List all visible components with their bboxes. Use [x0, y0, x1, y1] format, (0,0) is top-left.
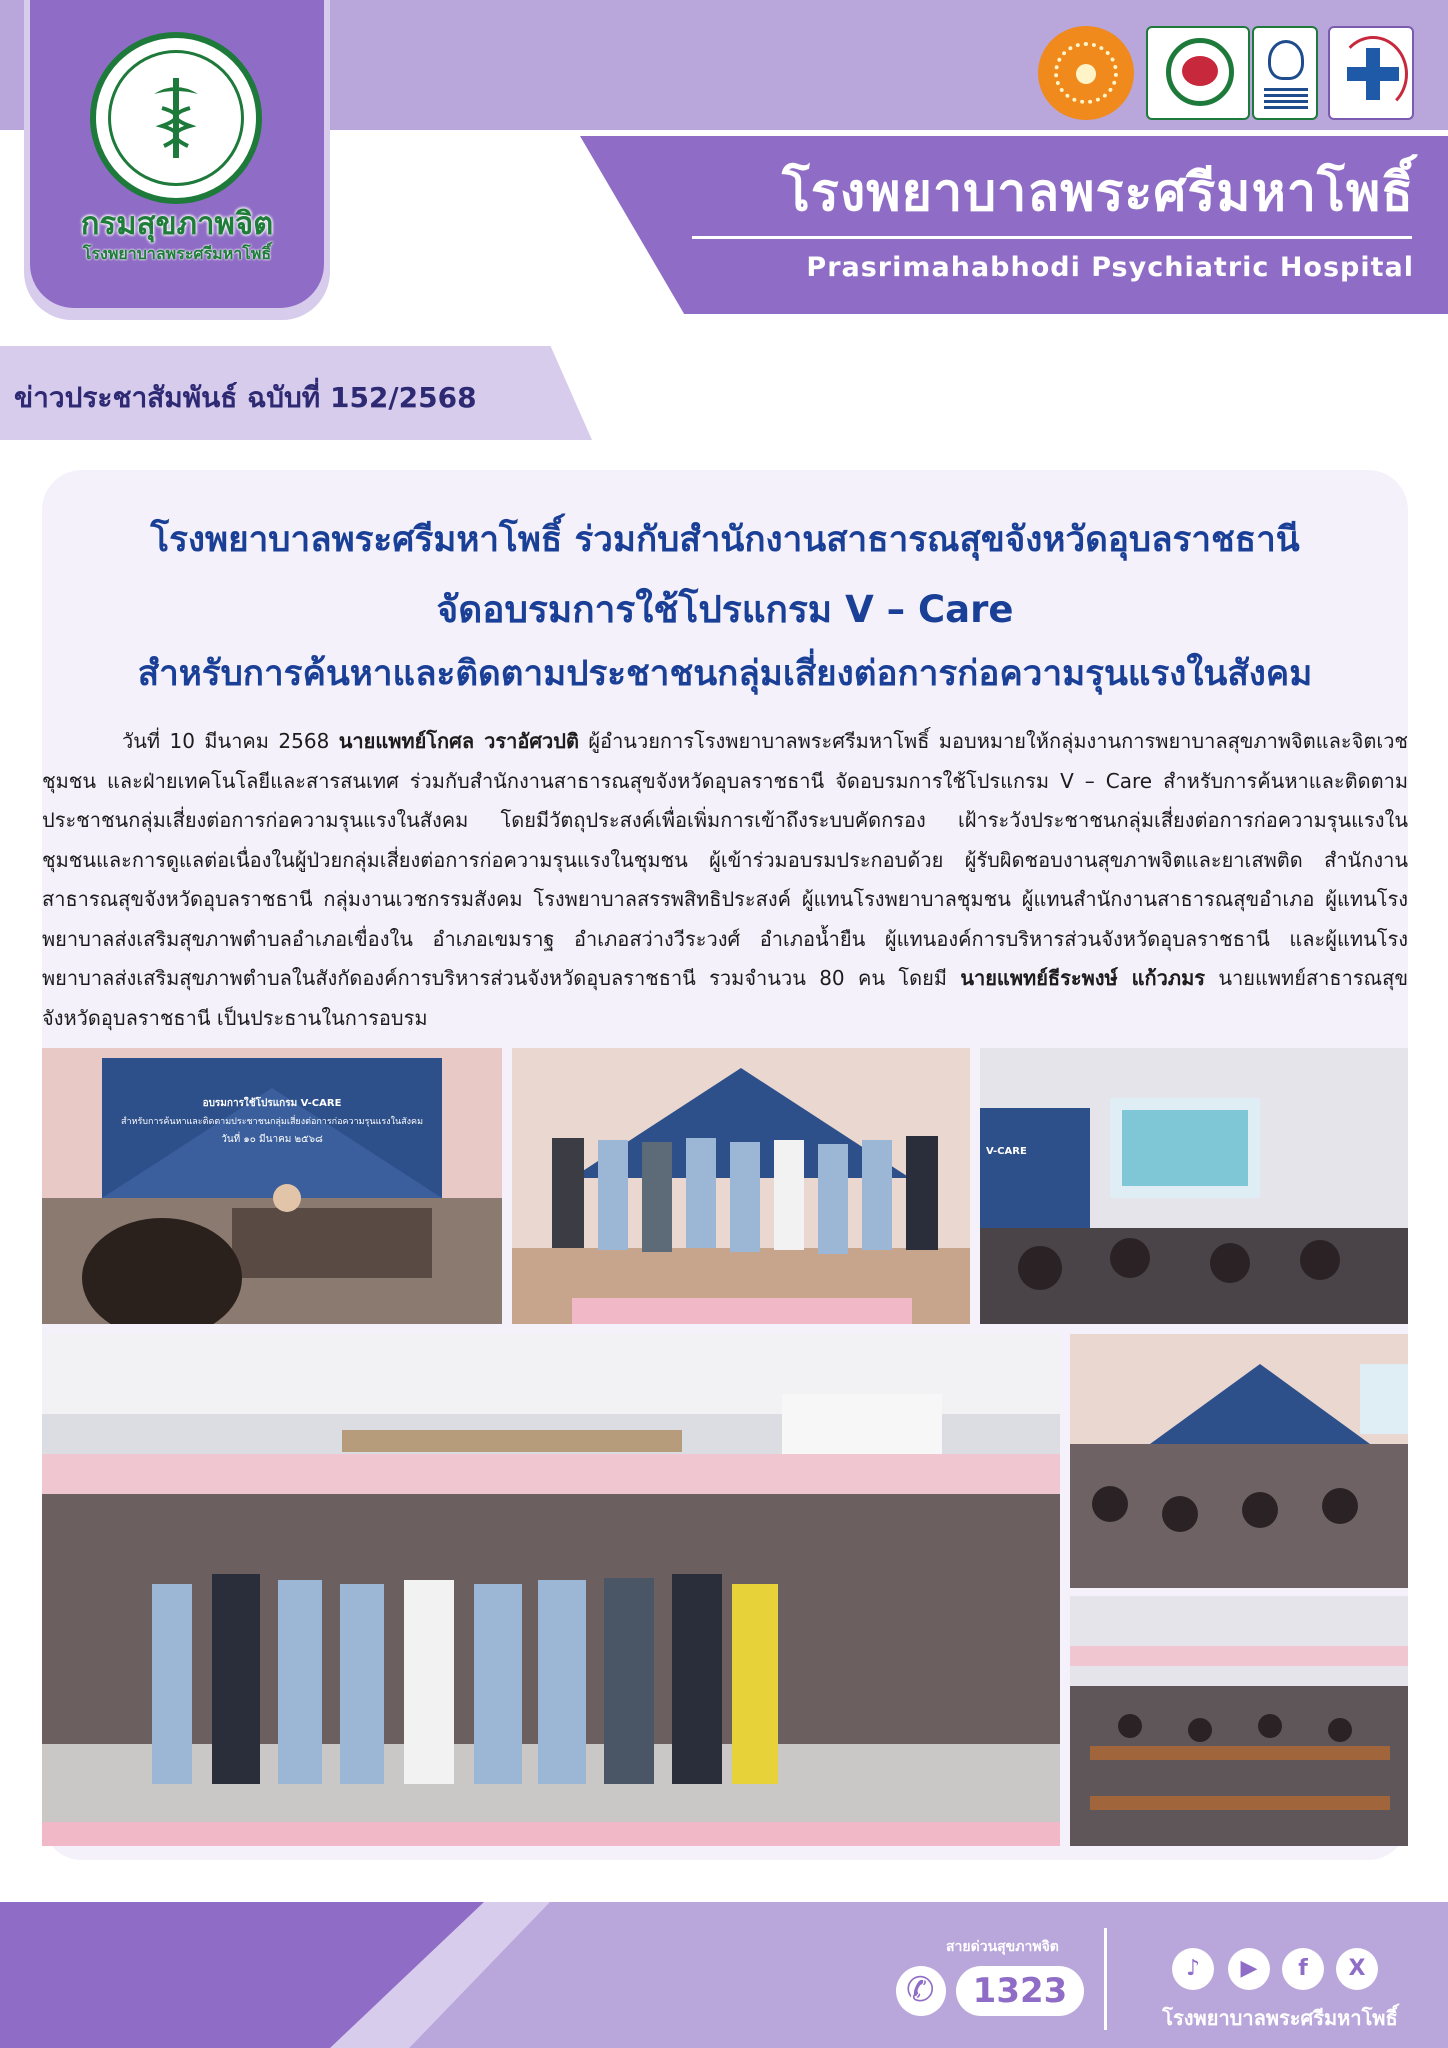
title-divider: [692, 236, 1412, 239]
caduceus-icon: [148, 74, 204, 162]
body-main: ผู้อำนวยการโรงพยาบาลพระศรีมหาโพธิ์ มอบหมายให้กลุ่มงานการพยาบาลสุขภาพจิตและจิตเวชชุมชน และฝ่ายเทคโนโลยีและสารสนเทศ ร่วมกับสำนักงานสาธารณสุขจังหวัดอุบลราชธานี จัดอบรมการใช้โปรแกรม V – Care สำหรับการค้นหาและติดตามประชาชนกลุ่มเสี่ยงต่อการก่อความรุนแรงในสังคม โดยมีวัตถุประสงค์เพื่อเพิ่มการเข้าถึงระบบคัดกรอง เฝ้าระวังประชาชนกลุ่มเสี่ยงต่อการก่อความรุนแรงในชุมชนและการดูแลต่อเนื่องในผู้ป่วยกลุ่มเสี่ยงต่อการก่อความรุนแรงในชุมชน ผู้เข้าร่วมอบรมประกอบด้วย ผู้รับผิดชอบงานสุขภาพจิตและยาเสพติด สำนักงานสาธารณสุขจังหวัดอุบลราชธานี กลุ่มงานเวชกรรมสังคม โรงพยาบาลสรรพสิทธิประสงค์ ผู้แทนโรงพยาบาลชุมชน ผู้แทนสำนักงานสาธารณสุขอำเภอ ผู้แทนโรงพยาบาลส่งเสริมสุขภาพตำบลอำเภอเขื่องใน อำเภอเขมราฐ อำเภอสว่างวีระวงศ์ อำเภอน้ำยืน ผู้แทนองค์การบริหารส่วนจังหวัดอุบลราชธานี และผู้แทนโรงพยาบาลส่งเสริมสุขภาพตำบลในสังกัดองค์การบริหารส่วนจังหวัดอุบลราชธานี รวมจำนวน 80 คน โดยมี: [42, 729, 1408, 990]
body-date: วันที่ 10 มีนาคม 2568: [122, 729, 339, 753]
banner-line-1: อบรมการใช้โปรแกรม V-CARE: [202, 1098, 342, 1109]
dharma-wheel-icon: [1038, 26, 1134, 120]
photo-audience-hall-graphic: [1070, 1596, 1408, 1846]
healthcare-accreditation-icon: [1328, 26, 1414, 120]
photo-group-hall-graphic: [42, 1334, 1060, 1846]
x-icon[interactable]: X: [1336, 1948, 1378, 1990]
tiktok-icon[interactable]: ♪: [1172, 1948, 1214, 1990]
banner-line-3: วันที่ ๑๐ มีนาคม ๒๕๖๘: [221, 1134, 323, 1145]
footer-divider: [1104, 1928, 1107, 2030]
photo-presentation-room-graphic: [980, 1048, 1408, 1324]
hospital-name-th: โรงพยาบาลพระศรีมหาโพธิ์: [781, 163, 1414, 223]
wheel-hub: [1076, 64, 1096, 84]
phone-icon: [896, 1966, 946, 2016]
ha-cross-horizontal: [1347, 67, 1399, 81]
photo-group-hall: [42, 1334, 1060, 1846]
photo-audience-front: [1070, 1334, 1408, 1588]
facebook-icon[interactable]: f: [1282, 1948, 1324, 1990]
body-end: นายแพทย์สาธารณสุขจังหวัดอุบลราชธานี เป็นประธานในการอบรม: [42, 966, 1408, 1030]
ministry-seal-logo: [90, 32, 262, 204]
urs-iso-icon: [1146, 26, 1250, 120]
hotline-caption: สายด่วนสุขภาพจิต: [946, 1939, 1059, 1955]
footer-hospital-name: โรงพยาบาลพระศรีมหาโพธิ์: [1162, 2006, 1398, 2030]
hospital-name-en: Prasrimahabhodi Psychiatric Hospital: [806, 252, 1414, 283]
photo-team-pose: [512, 1048, 970, 1324]
ukas-crown: [1268, 40, 1304, 80]
photo-presentation-room: [980, 1048, 1408, 1324]
press-issue-label: ข่าวประชาสัมพันธ์ ฉบับที่ 152/2568: [14, 381, 477, 414]
hotline-number: 1323: [956, 1966, 1084, 2016]
urs-center: [1182, 56, 1218, 86]
headline-line-2: จัดอบรมการใช้โปรแกรม V – Care: [436, 588, 1014, 631]
logo-hospital-name: โรงพยาบาลพระศรีมหาโพธิ์: [82, 244, 272, 263]
vcare-banner-text: V-CARE: [986, 1146, 1027, 1157]
headline-line-3: สำหรับการค้นหาและติดตามประชาชนกลุ่มเสี่ยงต่อการก่อความรุนแรงในสังคม: [137, 654, 1313, 694]
banner-line-2: สำหรับการค้นหาและติดตามประชาชนกลุ่มเสี่ยงต่อการก่อความรุนแรงในสังคม: [120, 1117, 424, 1127]
photo-meeting-table-graphic: [42, 1048, 502, 1324]
chair-name: นายแพทย์ธีระพงษ์ แก้วภมร: [960, 966, 1206, 990]
photo-audience-front-graphic: [1070, 1334, 1408, 1588]
headline-line-1: โรงพยาบาลพระศรีมหาโพธิ์ ร่วมกับสำนักงานสาธารณสุขจังหวัดอุบลราชธานี: [150, 520, 1300, 560]
ukas-bars: [1264, 88, 1308, 110]
photo-audience-hall: [1070, 1596, 1408, 1846]
youtube-icon[interactable]: ▶: [1228, 1948, 1270, 1990]
photo-meeting-table: [42, 1048, 502, 1324]
article-body: [42, 722, 1408, 1038]
ukas-icon: [1252, 26, 1318, 120]
department-name: กรมสุขภาพจิต: [80, 206, 274, 242]
photo-team-pose-graphic: [512, 1048, 970, 1324]
director-name: นายแพทย์โกศล วราอัศวปติ: [338, 729, 579, 753]
